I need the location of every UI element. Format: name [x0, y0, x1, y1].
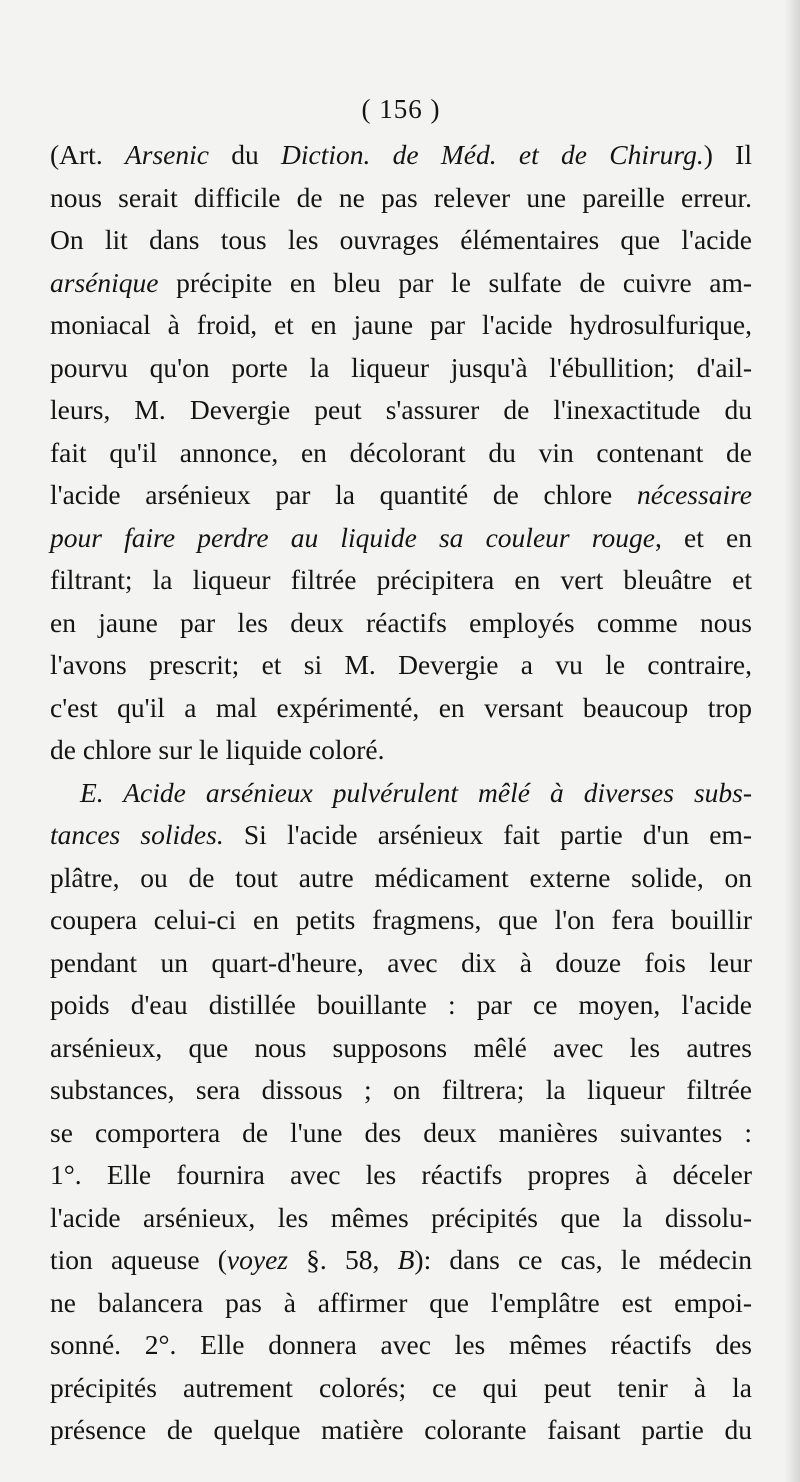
text-line — [50, 687, 752, 730]
text-segment: pendant un quart-d'heure, avec dix à douze fois leur — [50, 946, 752, 978]
text-segment: pourvu qu'on porte la liqueur jusqu'à l'ébullition; d'ail- — [50, 351, 752, 383]
text-line — [50, 432, 752, 475]
text-segment: moniacal à froid, et en jaune par l'acide hydrosulfurique, — [50, 309, 752, 340]
italic-text: B — [397, 1244, 415, 1275]
text-line — [50, 347, 752, 390]
italic-text: Arsenic — [124, 139, 209, 170]
text-segment: précipités autrement colorés; ce qui peut tenir à la — [50, 1371, 752, 1403]
text-line — [50, 1027, 752, 1070]
text-segment: On lit dans tous les ouvrages élémentaires que l'acide — [50, 224, 752, 255]
text-line — [50, 602, 752, 645]
text-segment: tion aqueuse ( — [50, 1244, 227, 1275]
text-line — [50, 517, 752, 560]
text-segment: nous serait difficile de ne pas relever une pareille erreur. — [50, 181, 752, 213]
text-segment: ): dans ce cas, le médecin — [414, 1244, 752, 1275]
body-text — [50, 134, 752, 1452]
italic-text: tances solides. — [50, 819, 224, 850]
text-segment: ) Il — [703, 139, 752, 170]
text-line — [50, 304, 752, 347]
text-segment: de chlore sur le liquide coloré. — [50, 734, 385, 765]
text-line — [50, 984, 752, 1027]
text-segment: arsénieux, que nous supposons mêlé avec les autres — [50, 1031, 752, 1063]
text-line — [50, 262, 752, 305]
page-edge-shadow — [784, 0, 800, 1482]
text-segment: Si l'acide arsénieux fait partie d'un em- — [223, 819, 753, 850]
text-line — [50, 134, 752, 177]
text-line — [50, 644, 752, 687]
italic-text: pour faire perdre au liquide sa couleur rouge — [50, 521, 655, 553]
text-segment: se comportera de l'une des deux manières suivantes : — [50, 1116, 752, 1148]
text-segment: (Art. — [50, 139, 125, 170]
text-line — [50, 219, 752, 262]
text-segment: ne balancera pas à affirmer que l'emplâtre est empoi- — [50, 1286, 752, 1318]
text-line — [50, 389, 752, 432]
page-number: ( 156 ) — [361, 94, 441, 124]
italic-text: voyez — [226, 1244, 288, 1275]
text-line — [50, 899, 752, 942]
italic-text: nécessaire — [636, 479, 752, 510]
text-segment: substances, sera dissous ; on filtrera; la liqueur filtrée — [50, 1074, 752, 1105]
text-line — [50, 1282, 752, 1325]
text-segment: poids d'eau distillée bouillante : par ce moyen, l'acide — [50, 989, 752, 1020]
text-line — [50, 177, 752, 220]
italic-text: E. Acide arsénieux pulvérulent mêlé à diverses subs- — [80, 776, 752, 808]
text-line — [50, 1409, 752, 1452]
text-line — [50, 857, 752, 900]
text-line — [50, 1112, 752, 1155]
text-segment: précipite en bleu par le sulfate de cuivre am- — [158, 266, 752, 298]
text-line — [50, 1367, 752, 1410]
text-line — [50, 1324, 752, 1367]
text-line — [50, 1239, 752, 1282]
text-segment: coupera celui-ci en petits fragmens, que l'on fera bouillir — [50, 904, 752, 935]
text-line — [50, 1154, 752, 1197]
text-segment: l'acide arsénieux par la quantité de chlore — [50, 479, 637, 510]
text-segment: , et en — [654, 521, 752, 553]
text-line — [50, 474, 752, 517]
text-segment: présence de quelque matière colorante faisant partie du — [50, 1414, 752, 1445]
text-line — [50, 942, 752, 985]
text-segment: 1°. Elle fournira avec les réactifs propres à déceler — [50, 1159, 752, 1190]
text-segment: c'est qu'il a mal expérimenté, en versant beaucoup trop — [50, 691, 752, 723]
text-segment: en jaune par les deux réactifs employés comme nous — [50, 606, 752, 638]
text-segment: sonné. 2°. Elle donnera avec les mêmes réactifs des — [50, 1329, 752, 1360]
text-line — [50, 814, 752, 857]
italic-text: arsénique — [50, 266, 159, 298]
text-segment: §. 58, — [287, 1244, 398, 1275]
text-line — [50, 1069, 752, 1112]
text-segment: fait qu'il annonce, en décolorant du vin contenant de — [50, 436, 752, 468]
text-segment: du — [208, 139, 282, 170]
text-segment: l'avons prescrit; et si M. Devergie a vu le contraire, — [50, 649, 752, 680]
italic-text: Diction. de Méd. et de Chirurg. — [281, 139, 704, 170]
text-segment: filtrant; la liqueur filtrée précipitera en vert bleuâtre et — [50, 564, 752, 595]
text-segment: leurs, M. Devergie peut s'assurer de l'inexactitude du — [50, 394, 752, 425]
text-segment: plâtre, ou de tout autre médicament externe solide, on — [50, 861, 752, 893]
text-line — [50, 772, 752, 815]
text-segment: l'acide arsénieux, les mêmes précipités que la dissolu- — [50, 1201, 752, 1233]
text-line — [50, 559, 752, 602]
text-line — [50, 729, 752, 772]
text-line — [50, 1197, 752, 1240]
